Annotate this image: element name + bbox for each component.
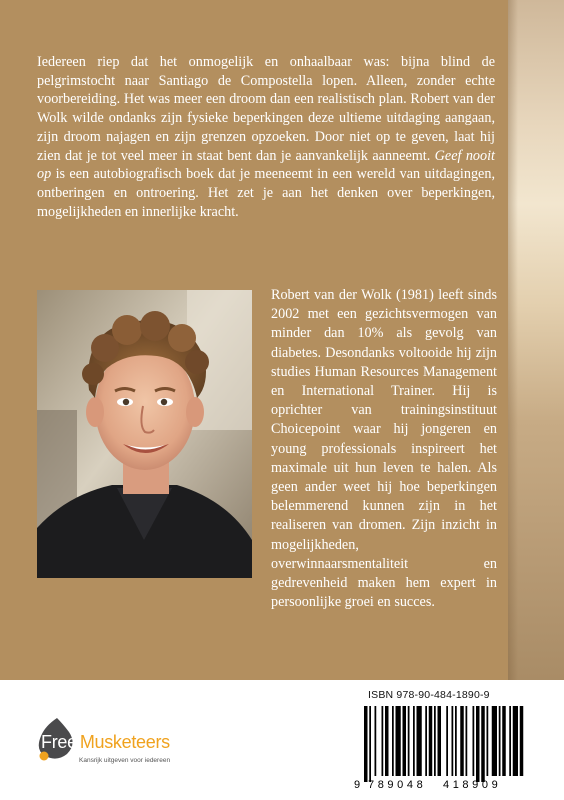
- barcode-bar: [385, 706, 389, 776]
- author-bio: Robert van der Wolk (1981) leeft sinds 2002 met een gezichtsvermogen van minder dan 10% als gevolg van diabetes. Desondanks voltooide hij zijn studies Human Resources Management en International Trainer. Hij is oprichter van trainingsinstituut Choicepoint waar hij jongeren en young professionals inspireert het maximale uit hun leven te halen. Als geen ander weet hij hoe beperkingen belemmerend kunnen zijn in het realiseren van dromen. Zijn inzicht in mogelijkheden, overwinnaarsmentaliteit en gedrevenheid maken hem expert in persoonlijke groei en succes.: [271, 287, 497, 611]
- barcode-bar: [492, 706, 497, 776]
- barcode-left-digits: 789048: [368, 779, 427, 790]
- book-blurb: [37, 53, 495, 221]
- barcode-bar: [396, 706, 401, 776]
- barcode-bar: [364, 706, 368, 782]
- barcode-bar: [466, 706, 468, 776]
- barcode-bar: [417, 706, 422, 776]
- barcode-bar: [473, 706, 475, 776]
- publisher-logo: [35, 712, 215, 782]
- barcode-first-digit: 9: [354, 779, 361, 790]
- barcode-right-digits: 418909: [443, 779, 502, 790]
- barcode-bar: [434, 706, 436, 776]
- book-title-italic: Geef nooit op: [37, 147, 495, 183]
- barcode-bar: [438, 706, 442, 776]
- barcode-bar: [413, 706, 415, 776]
- barcode-bar: [408, 706, 410, 776]
- author-photo: [37, 290, 252, 578]
- isbn-label: ISBN 978-90-484-1890-9: [368, 689, 490, 701]
- barcode-bar: [509, 706, 511, 776]
- barcode-bar: [513, 706, 518, 776]
- barcode-bar: [425, 706, 427, 776]
- author-portrait-illustration: [37, 290, 252, 578]
- barcode-bar: [382, 706, 384, 776]
- barcode-bar: [502, 706, 506, 776]
- barcode-bar: [520, 706, 524, 776]
- publisher-name: [41, 732, 170, 753]
- publisher-name-free: Free: [41, 732, 77, 752]
- barcode-bar: [460, 706, 464, 776]
- isbn-barcode: [352, 704, 524, 790]
- barcode-bar: [481, 706, 485, 782]
- barcode-bar: [499, 706, 501, 776]
- barcode-bar: [369, 706, 371, 782]
- barcode-bar: [403, 706, 407, 776]
- publisher-tagline: Kansrijk uitgeven voor iedereen: [79, 757, 171, 764]
- barcode-bar: [455, 706, 457, 776]
- barcode-bar: [452, 706, 454, 776]
- front-cover-spine-strip: [508, 0, 564, 680]
- barcode-bar: [476, 706, 480, 782]
- blurb-text-1: Iedereen riep dat het onmogelijk en onhaalbaar was: bijna blind de pelgrimstocht naar Santiago de Compostella lopen. Alleen, zonder echte voorbereiding. Het was meer een droom dan een realistisch plan. Robert van der Wolk wilde ondanks zijn fysieke beperkingen deze ultieme uitdaging aangaan, zijn droom najagen en zijn grenzen opzoeken. Door niet op te geven, laat hij zien dat je tot veel meer in staat bent dan je aanvankelijk aanneemt.: [37, 54, 495, 164]
- barcode-bar: [487, 706, 489, 776]
- barcode-bar: [446, 706, 448, 776]
- publisher-name-musketeers: Musketeers: [79, 732, 170, 752]
- barcode-bar: [429, 706, 433, 776]
- barcode-bar: [392, 706, 394, 776]
- barcode-bar: [375, 706, 377, 776]
- blurb-text-2: is een autobiografisch boek dat je meeneemt in een wereld van uitdagingen, ontberingen en ontroering. Het zet je aan het denken over beperkingen, mogelijkheden en innerlijke kracht.: [37, 166, 495, 220]
